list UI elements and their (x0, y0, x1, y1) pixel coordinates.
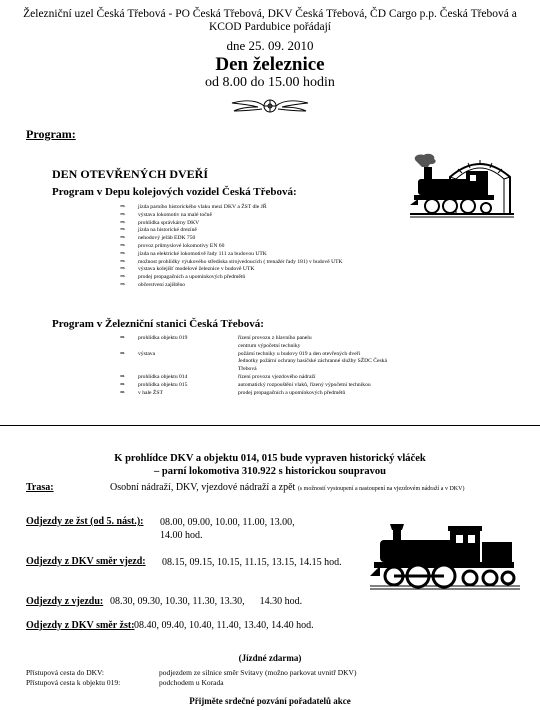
departure-times: 08.40, 09.40, 10.40, 11.40, 13.40, 14.40 hod. (134, 620, 314, 631)
page-title: Den železnice (215, 54, 325, 75)
station-item-left: v hale ŽST (138, 389, 163, 396)
station-item-left: výstava (138, 350, 156, 357)
steam-locomotive-icon (370, 510, 520, 594)
table-row (120, 366, 408, 374)
station-item-left: prohlídka objektu 019 (138, 335, 188, 341)
open-doors-heading: DEN OTEVŘENÝCH DVEŘÍ (52, 167, 209, 181)
arrow-icon: ⇒ (120, 381, 125, 388)
station-item-right: požární techniky u budovy 019 a den otevřených dveří (238, 350, 361, 357)
table-row (120, 358, 408, 366)
table-row (120, 374, 408, 382)
list-item: ⇒ jízda parního historického vlaku mezi DKV a ŽST dle JŘ (120, 204, 343, 212)
route-description (110, 482, 530, 495)
route-text: Osobní nádraží, DKV, vjezdové nádraží a zpět (110, 482, 296, 493)
table-row (120, 390, 408, 398)
station-program-title: Program v Železniční stanici Česká Třebová: (52, 318, 264, 330)
departure-label: Odjezdy ze žst (od 5. nást.): (26, 516, 144, 527)
arrow-icon: ⇒ (120, 335, 125, 341)
station-item-left (138, 358, 238, 366)
free-fare-note: (Jízdné zdarma) (238, 653, 302, 663)
departure-label: Odjezdy z DKV směr žst: (26, 620, 135, 631)
table-row (120, 335, 408, 343)
access-value: podjezdem ze silnice směr Svitavy (možno parkovat uvnitř DKV) (159, 668, 357, 677)
list-item: ⇒ výstava kolejišť modelové železnice v budově UTK (120, 266, 343, 274)
list-item: ⇒ provoz průmyslové lokomotivy EN 60 (120, 243, 343, 251)
list-item: ⇒ možnost prohlídky výukového střediska strojvedoucích ( trenažér řady 181) v budově UTK (120, 259, 343, 267)
historic-train-heading-line2: – parní lokomotiva 310.922 s historickou soupravou (154, 466, 386, 477)
invitation-line: Přijměte srdečné pozvání pořadatelů akce (189, 696, 351, 706)
departure-times: 08.00, 09.00, 10.00, 11.00, 13.00, 14.00 hod. (160, 517, 295, 541)
access-row (26, 668, 356, 678)
departure-label: Odjezdy z vjezdu: (26, 596, 104, 607)
event-hours: od 8.00 do 15.00 hodin (205, 75, 335, 90)
station-item-right: řízení provozu vjezdového nádraží (238, 373, 316, 380)
table-row (120, 382, 408, 390)
station-item-right: Jednotky požární ochrany hasičské záchranné služby SŽDC Česká (238, 358, 387, 365)
station-item-left: prohlídka objektu 015 (138, 381, 188, 388)
arrow-icon: ⇒ (120, 389, 125, 396)
route-label: Trasa: (26, 482, 54, 493)
depot-program-list (120, 204, 343, 290)
steam-locomotive-tunnel-icon (410, 153, 514, 221)
list-item: ⇒ prohlídka správkárny DKV (120, 220, 343, 228)
station-item-right: řízení provozu z hlavního panelu (238, 335, 312, 341)
departure-times: 08.30, 09.30, 10.30, 11.30, 13.30, 14.30 hod. (110, 596, 303, 607)
access-value: podchodem u Korada (159, 678, 224, 687)
station-item-left (138, 366, 238, 374)
station-item-right: prodej propagačních a upomínkových předmětů (238, 389, 346, 396)
access-routes (26, 668, 356, 688)
station-program-table (120, 335, 408, 397)
list-item: ⇒ prodej propagačních a upomínkových předmětů (120, 274, 343, 282)
historic-train-heading (0, 452, 540, 478)
depot-program-title: Program v Depu kolejových vozidel Česká Třebová: (52, 186, 297, 198)
station-item-left: prohlídka objektu 014 (138, 373, 188, 380)
list-item: ⇒ jízda na historické drezíně (120, 227, 343, 235)
table-row (120, 343, 408, 351)
access-label: Přístupová cesta do DKV: (26, 668, 104, 677)
list-item: ⇒ jízda na elektrické lokomotivě řady 111 za budovou UTK (120, 251, 343, 259)
event-date: dne 25. 09. 2010 (226, 38, 314, 53)
route-note: (s možností vystoupení a nastoupení na vjezdovém nádraží a v DKV) (297, 486, 465, 492)
station-item-right: centrum výpočetní techniky (238, 342, 301, 349)
list-item: ⇒ výstava lokomotiv na malé točně (120, 212, 343, 220)
arrow-icon: ⇒ (120, 350, 125, 357)
list-item: ⇒ občerstvení zajištěno (120, 282, 343, 290)
program-heading: Program: (26, 127, 76, 141)
access-label: Přístupová cesta k objektu 019: (26, 678, 121, 687)
departure-label: Odjezdy z DKV směr vjezd: (26, 556, 146, 567)
station-item-right: automatický rozpouštění vlaků, řízený výpočetní technikou (238, 381, 371, 388)
organizers-line: Železniční uzel Česká Třebová - PO Česká Třebová, DKV Česká Třebová, ČD Cargo p.p. Česká Třebová a KCOD Pardubice pořádají (23, 8, 517, 33)
access-row (26, 678, 356, 688)
departure-times: 08.15, 09.15, 10.15, 11.15, 13.15, 14.15 hod. (162, 557, 342, 568)
station-item-right: Třebová (238, 366, 257, 373)
list-item: ⇒ nehodový jeřáb EDK 750 (120, 235, 343, 243)
section-divider (0, 425, 540, 426)
arrow-icon: ⇒ (120, 373, 125, 380)
winged-wheel-icon (230, 95, 310, 117)
historic-train-heading-line1: K prohlídce DKV a objektu 014, 015 bude vypraven historický vláček (114, 453, 426, 464)
station-item-left (138, 343, 238, 351)
